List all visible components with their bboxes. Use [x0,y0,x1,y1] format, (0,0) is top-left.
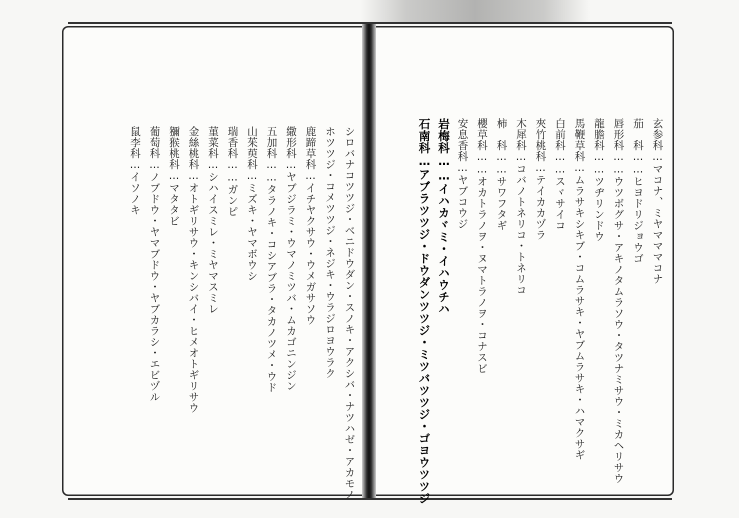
text-column: 菫菜科…シハイスミレ・ミヤマスミレ [207,126,219,315]
text-column: 鹿蹄草科…イチヤクサウ・ウメガサソウ [304,126,317,326]
text-column: 繖形科…ヤブジラミ・ウマノミツバ・ムカゴニンジン [285,126,297,392]
text-column: 金絲桃科…オトギリサウ・キンシバイ・ヒメオトギリサウ [187,126,200,414]
text-column: 龍膽科……ツヂリンドウ [593,118,605,242]
scan-shadow [360,0,590,22]
text-column: シロバナコツツジ・ベニドウダン・スノキ・アクシバ・ナツハゼ・アカモノ [343,126,356,500]
text-column: 木犀科…コバノトネリコ・トネリコ [515,118,527,296]
text-column: 茄 科……ヒヨドリジョウゴ [632,118,644,264]
text-column: 安息香科…ヤブコウジ [456,118,469,230]
text-column: 鼠李科…イソノキ [129,126,141,216]
left-page [62,26,368,500]
open-book [62,22,678,505]
text-column: 岩梅科……イハカヾミ・イハウチハ [437,118,451,315]
text-column: 五加科……タラノキ・コシアブラ・タカノツメ・ウド [265,126,278,393]
book-gutter [362,24,376,498]
text-column: 白前科……スヾサイコ [554,118,566,231]
text-column: 櫻草科……オカトラノヲ・ヌマトラノヲ・コナスビ [476,118,488,374]
text-column: 唇形科……ウツボグサ・アキノタムラソウ・タツナミサウ・ミカヘリサウ [612,118,625,484]
right-page [368,26,674,505]
text-column: 玄参科…マコナ、ミヤマママコナ [651,118,664,285]
text-column: 柿 科……サワフタギ [495,118,508,231]
page-stack-bottom-edge [68,498,672,500]
text-column: 山茱萸科…ミズキ・ヤマボウシ [246,126,258,282]
text-column: 石南科…アブラツツジ・ドウダンツツジ・ミツバツツジ・ゴヨウツツジ [417,118,432,505]
text-column: 獼猴桃科…マタタビ [168,126,180,227]
text-column: 馬鞭草科…ムラサキシキブ・コムラサキ・ヤブムラサキ・ハマクサギ [573,118,586,461]
text-column: 葡萄科…ノブドウ・ヤマブドウ・ヤブカラシ・エビヅル [148,126,161,403]
text-column: 瑞香科……ガンピ [226,126,239,217]
text-column: 夾竹桃科…テイカカヅラ [534,118,547,241]
text-column: ホツツジ・コメツツジ・ネジキ・ウラジロヨウラク [324,126,336,379]
